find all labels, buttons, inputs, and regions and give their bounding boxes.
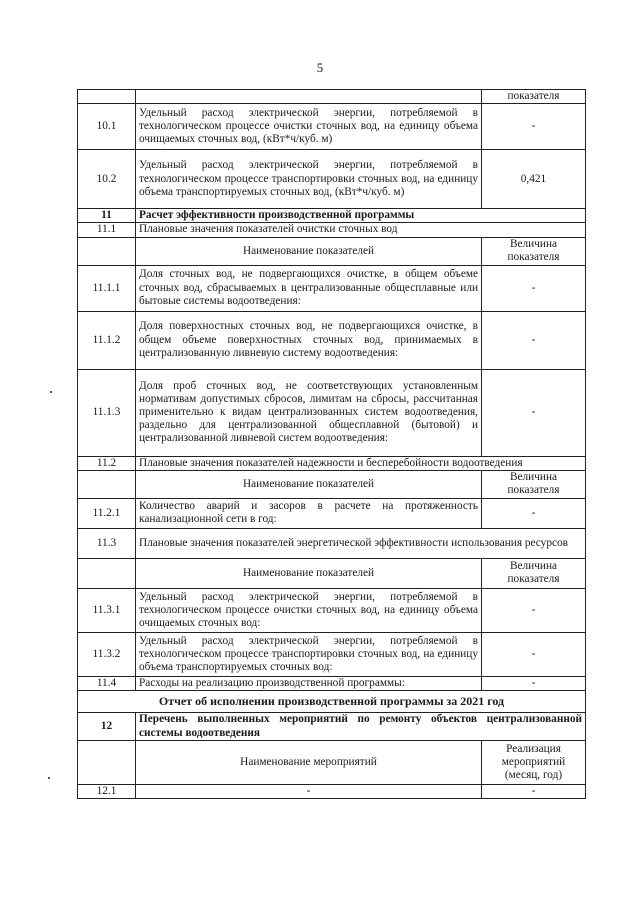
table-row (78, 713, 586, 741)
table-row (78, 456, 586, 470)
row-value: - (482, 265, 586, 311)
table-row (78, 470, 586, 498)
table-row (78, 209, 586, 223)
row-number-cell (78, 237, 136, 265)
row-number: 10.2 (78, 150, 136, 209)
row-value: - (482, 311, 586, 369)
row-number: 11.1.2 (78, 311, 136, 369)
row-number: 11.1.3 (78, 369, 136, 456)
table-row (78, 528, 586, 558)
section-title: Расчет эффективности производственной программы (136, 209, 586, 223)
row-text: Удельный расход электрической энергии, потребляемой в технологическом процессе транспортировки сточных вод, на единицу объема транспортируемых сточных вод, (кВт*ч/куб. м) (136, 150, 482, 209)
row-number-cell (78, 90, 136, 104)
table-row (78, 632, 586, 676)
program-table (77, 89, 586, 799)
subsection-title: Плановые значения показателей энергетической эффективности использования ресурсов (136, 528, 586, 558)
row-text: Удельный расход электрической энергии, потребляемой в технологическом процессе очистки сточных вод, на единицу объема очищаемых сточных вод, (кВт*ч/куб. м) (136, 104, 482, 150)
row-text-cell (136, 90, 482, 104)
report-title: Отчет об исполнении производственной программы за 2021 год (78, 691, 586, 713)
row-number: 11.2 (78, 456, 136, 470)
row-text: Доля сточных вод, не подвергающихся очистке, в общем объеме сточных вод, сбрасываемых в централизованные общесплавные или бытовые системы водоотведения: (136, 265, 482, 311)
row-number-cell (78, 558, 136, 588)
row-number: 11.3.2 (78, 632, 136, 676)
row-number: 11.1 (78, 223, 136, 237)
table-row (78, 311, 586, 369)
row-text: Количество аварий и засоров в расчете на протяженность канализационной сети в год: (136, 498, 482, 528)
table-row (78, 588, 586, 632)
row-number-cell (78, 741, 136, 785)
column-header-value: Величина показателя (482, 558, 586, 588)
row-value: 0,421 (482, 150, 586, 209)
row-value: - (482, 632, 586, 676)
table-row (78, 90, 586, 104)
table-row (78, 691, 586, 713)
row-value: - (482, 676, 586, 690)
row-number: 11.3 (78, 528, 136, 558)
column-header-name: Наименование показателей (136, 558, 482, 588)
table-row (78, 558, 586, 588)
column-header-value: Величина показателя (482, 470, 586, 498)
row-number: 12.1 (78, 785, 136, 799)
section-title: Перечень выполненных мероприятий по ремонту объектов централизованной системы водоотведения (136, 713, 586, 741)
column-header-name: Наименование показателей (136, 237, 482, 265)
row-text: Расходы на реализацию производственной программы: (136, 676, 482, 690)
row-value: - (482, 588, 586, 632)
table-row (78, 265, 586, 311)
table-row (78, 104, 586, 150)
row-text: Доля проб сточных вод, не соответствующих установленным нормативам допустимых сбросов, лимитам на сбросы, рассчитанная применительно к видам централизованных систем водоотведения, раздельно для централизованной общесплавной (бытовой) и централизованной ливневой систем водоотведения: (136, 369, 482, 456)
subsection-title: Плановые значения показателей надежности и бесперебойности водоотведения (136, 456, 586, 470)
row-number: 11.3.1 (78, 588, 136, 632)
row-value: - (482, 369, 586, 456)
column-header-value: Величина показателя (482, 237, 586, 265)
row-text: Удельный расход электрической энергии, потребляемой в технологическом процессе очистки сточных вод, на единицу объема очищаемых сточных вод: (136, 588, 482, 632)
row-value: - (482, 104, 586, 150)
table-row (78, 741, 586, 785)
page-number: 5 (316, 60, 324, 75)
row-number-cell (78, 470, 136, 498)
row-text: - (136, 785, 482, 799)
value-header-cell: показателя (482, 90, 586, 104)
subsection-title: Плановые значения показателей очистки сточных вод (136, 223, 586, 237)
row-number: 11.4 (78, 676, 136, 690)
table-row (78, 785, 586, 799)
scan-speck (50, 391, 52, 393)
table-row (78, 237, 586, 265)
row-value: - (482, 785, 586, 799)
column-header-value: Реализация мероприятий (месяц, год) (482, 741, 586, 785)
row-number: 10.1 (78, 104, 136, 150)
scan-speck (48, 777, 50, 779)
table-row (78, 676, 586, 690)
section-number: 11 (78, 209, 136, 223)
column-header-name: Наименование показателей (136, 470, 482, 498)
table-row (78, 150, 586, 209)
table-row (78, 369, 586, 456)
row-value: - (482, 498, 586, 528)
table-row (78, 498, 586, 528)
row-text: Доля поверхностных сточных вод, не подвергающихся очистке, в общем объеме поверхностных сточных вод, принимаемых в централизованную ливневую систему водоотведения: (136, 311, 482, 369)
column-header-name: Наименование мероприятий (136, 741, 482, 785)
row-number: 11.1.1 (78, 265, 136, 311)
table-row (78, 223, 586, 237)
section-number: 12 (78, 713, 136, 741)
row-number: 11.2.1 (78, 498, 136, 528)
row-text: Удельный расход электрической энергии, потребляемой в технологическом процессе транспортировки сточных вод, на единицу объема транспортируемых сточных вод: (136, 632, 482, 676)
